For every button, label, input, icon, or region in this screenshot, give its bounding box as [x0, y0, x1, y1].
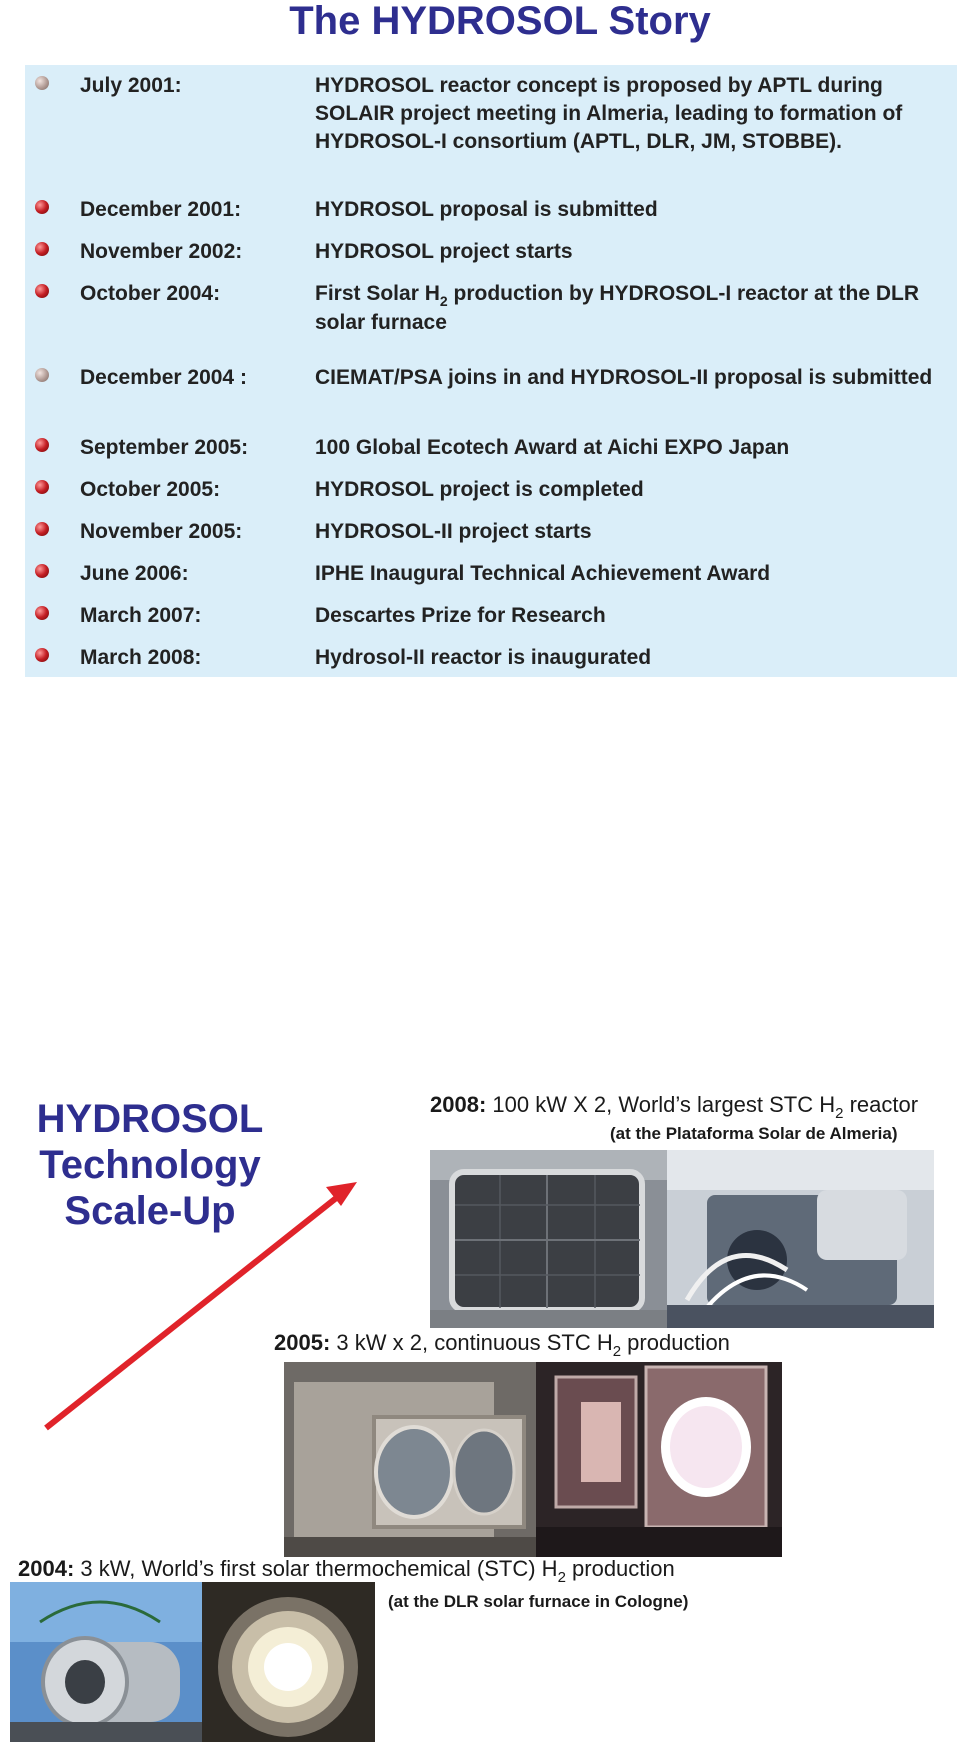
- timeline-date: October 2004:: [80, 282, 221, 305]
- timeline-date: October 2005:: [80, 478, 221, 501]
- caption-2005: [274, 1330, 730, 1360]
- timeline-date: November 2005:: [80, 520, 243, 543]
- scaleup-heading-line: Technology: [39, 1143, 261, 1187]
- subscript: 2: [835, 1105, 844, 1122]
- timeline-text: 100 Global Ecotech Award at Aichi EXPO Japan: [315, 436, 790, 459]
- page-title: The HYDROSOL Story: [289, 0, 711, 43]
- timeline-date: July 2001:: [80, 74, 182, 97]
- timeline-date: November 2002:: [80, 240, 243, 263]
- photo-2008-reactor-assembly: [667, 1150, 934, 1328]
- photo-2004-reactor-outdoor: [10, 1582, 202, 1742]
- timeline-text: IPHE Inaugural Technical Achievement Award: [315, 562, 771, 585]
- caption-text: 100 kW X 2, World’s largest STC H: [486, 1092, 836, 1117]
- subscript: 2: [612, 1343, 622, 1360]
- timeline-text: HYDROSOL proposal is submitted: [315, 198, 658, 221]
- scaleup-heading-line: HYDROSOL: [36, 1097, 264, 1141]
- photo-2005-reactor-front: [284, 1362, 536, 1557]
- caption-2008: [430, 1092, 919, 1122]
- caption-year: 2004:: [18, 1556, 75, 1581]
- caption-text: 3 kW, World’s first solar thermochemical (STC) H: [74, 1556, 558, 1581]
- timeline-text: HYDROSOL project starts: [315, 240, 573, 263]
- timeline-date: September 2005:: [80, 436, 249, 459]
- caption-2004-note: (at the DLR solar furnace in Cologne): [388, 1592, 689, 1611]
- caption-text: 3 kW x 2, continuous STC H: [330, 1330, 613, 1355]
- timeline-date: June 2006:: [80, 562, 189, 585]
- timeline-text: CIEMAT/PSA joins in and HYDROSOL-II proposal is submitted: [315, 366, 933, 389]
- caption-text: reactor: [843, 1092, 919, 1117]
- photo-2005-reactor-glowing: [536, 1362, 782, 1557]
- subscript: 2: [557, 1569, 566, 1586]
- timeline-date: December 2001:: [80, 198, 242, 221]
- timeline-text: Hydrosol-II reactor is inaugurated: [315, 646, 652, 669]
- photo-2008-reactor-window: [430, 1150, 667, 1328]
- timeline-date: December 2004 :: [80, 366, 247, 389]
- text-part: First Solar H: [315, 282, 440, 305]
- caption-text: production: [565, 1556, 675, 1581]
- text-part: production by HYDROSOL-I reactor at the DLR solar furnace: [315, 282, 920, 334]
- scaleup-heading-line: Scale-Up: [64, 1189, 236, 1233]
- subscript: 2: [439, 293, 448, 309]
- timeline-text: HYDROSOL project is completed: [315, 478, 644, 501]
- caption-2008-note: (at the Plataforma Solar de Almeria): [610, 1124, 898, 1143]
- caption-year: 2005:: [274, 1330, 331, 1355]
- timeline-text: Descartes Prize for Research: [315, 604, 606, 627]
- timeline-date: March 2007:: [80, 604, 202, 627]
- caption-year: 2008:: [430, 1092, 487, 1117]
- timeline-date: March 2008:: [80, 646, 202, 669]
- timeline-text: HYDROSOL-II project starts: [315, 520, 592, 543]
- caption-2004: [18, 1556, 675, 1586]
- photo-2004-reactor-closeup: [202, 1582, 375, 1742]
- timeline-text: HYDROSOL reactor concept is proposed by APTL during SOLAIR project meeting in Almeria, leading to formation of HYDROSOL-I consortium (APTL, DLR, JM, STOBBE).: [315, 74, 903, 153]
- caption-text: production: [621, 1330, 730, 1355]
